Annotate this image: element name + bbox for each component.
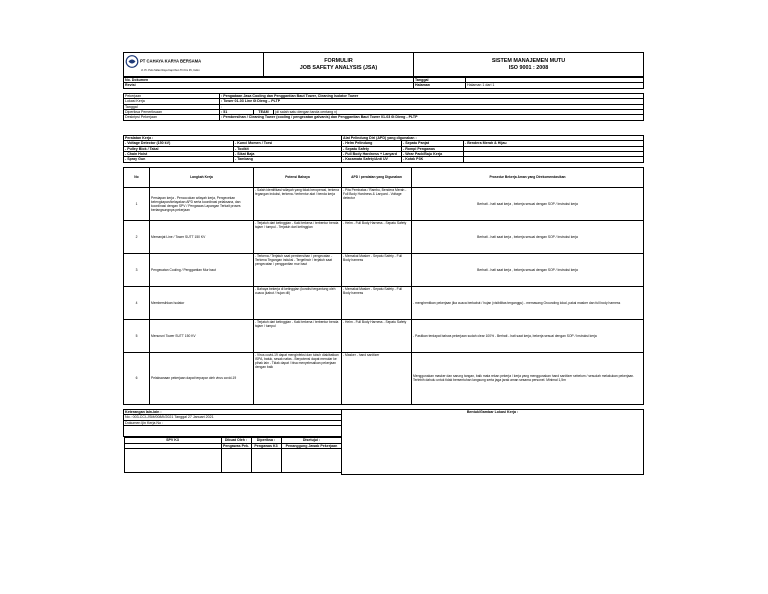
step-langkah: Pengecatan Cooling / Penggantian Mur baut: [150, 253, 254, 286]
col-no-header: No: [124, 167, 150, 187]
step-potensi: - Bahaya bekerja di ketinggian (kondisi tergantung oleh cuaca (kabut / hujan dll): [254, 286, 342, 319]
step-no: 3: [124, 253, 150, 286]
company-block: [124, 53, 264, 77]
step-row: [124, 253, 644, 286]
peralatan-item: - Spray Gun: [124, 157, 234, 162]
company-name: PT CAHAYA KARYA BERSAMA: [140, 58, 202, 64]
notes-table: [123, 409, 644, 476]
signature-box: [281, 448, 342, 472]
step-prosedur: Berhati - hati saat kerja , bekerja sesuai dengan SOP / Instruksi kerja: [412, 187, 644, 220]
peralatan-item: - Tambang: [234, 157, 342, 162]
keterangan-line1: No.: 003-CCI-JSM/008/II/2021 Tanggal 27 Januari 2021: [124, 415, 342, 420]
signature-box: [124, 448, 221, 472]
peralatan-item: - Pulley Blok / Takal: [124, 146, 234, 151]
tanggal-label: Tanggal: [414, 78, 466, 83]
form-title-line1: FORMULIR: [324, 57, 353, 64]
step-no: 6: [124, 352, 150, 404]
steps-table: [123, 167, 644, 405]
halaman-value: Halaman 1 dari 1: [466, 83, 644, 88]
disetujui-label: Disetujui :: [281, 438, 342, 443]
step-langkah: Memanjat Line / Tower SUTT 150 KV: [150, 220, 254, 253]
diperiksa-label: Diperiksa Pemeriksaan: [124, 110, 220, 115]
col-potensi-header: Potensi Bahaya: [254, 167, 342, 187]
signature-box: [221, 448, 251, 472]
deskripsi-label: Deskripsi Pekerjaan: [124, 115, 220, 120]
sketsa-label: Bentuk/Gambar Lokasi Kerja :: [466, 409, 519, 414]
diperiksa-value: : 51: [220, 110, 254, 115]
company-address: Jl. Pr. Pulo Sidan Raya Kapt Ibun Tiri Km 45, Indon: [141, 69, 200, 73]
doc-meta: [123, 77, 644, 89]
form-title-line2: JOB SAFETY ANALYSIS (JSA): [299, 64, 378, 71]
pengawas-pek-label: Pengawas Pek.: [221, 443, 251, 448]
step-row: [124, 220, 644, 253]
pengawas-k3-label: Pengawas K3: [251, 443, 281, 448]
apd-item: - Rompi Pengawas: [402, 146, 464, 151]
no-dokumen-label: No. Dokumen: [124, 78, 414, 83]
apd-item: - Bendera Merah & Hijau: [464, 141, 644, 146]
step-no: 4: [124, 286, 150, 319]
pekerjaan-value: : Pengadaan Jasa Cooling dan Penggantian Baut Tower, Cleaning Isolator Tower: [220, 93, 644, 98]
step-prosedur: - Pastikan terdapat bahwa pekerjaan sudah clear 100% - Berhati - hati saat kerja, bekerja sesuai dengan SOP / Instruksi kerja: [412, 319, 644, 352]
step-potensi: - Terjatuh dari ketinggian - Kaki terkena / terbentur benda tajam / tumpul: [254, 319, 342, 352]
sketsa-area: [342, 409, 644, 475]
apd-item: - Kotak P3K: [402, 157, 464, 162]
dibuat-label: Dibuat Oleh :: [221, 438, 251, 443]
signature-table: [124, 437, 342, 473]
step-no: 1: [124, 187, 150, 220]
step-langkah: Pelaksanaan pekerjaan dapat terpapar oleh virus covid-19: [150, 352, 254, 404]
col-apd-header: APD / peralatan yang Digunakan: [342, 167, 412, 187]
system-title: [414, 53, 644, 77]
system-title-line1: SISTEM MANAJEMEN MUTU: [491, 57, 566, 64]
peralatan-item: - Kunci Momen / Torsi: [234, 141, 342, 146]
peralatan-item: - Toolkit: [234, 146, 342, 151]
signature-block: [124, 437, 342, 473]
step-row: [124, 286, 644, 319]
pekerjaan-label: Pekerjaan: [124, 93, 220, 98]
step-apd: - Memakai Masker - Sepatu Safety - Full Body harness: [342, 253, 412, 286]
step-no: 2: [124, 220, 150, 253]
apd-item: - Full Body Hardness + Lanyard: [342, 152, 402, 157]
step-potensi: - Virus covid-19 dapat menginfeksi dan tubuh diakibatkan ISPA, batuk, sesak nafas - Berpotensi dapat menular ke pihak lain - Tidak dapat / bisa menyelesaikan pekerjaan dengan baik: [254, 352, 342, 404]
jsa-form-sheet: [123, 52, 643, 475]
apd-item: - Wear Pack/Baju Kerja: [402, 152, 464, 157]
step-no: 5: [124, 319, 150, 352]
apd-item: - Sepatu Safety: [342, 146, 402, 151]
step-potensi: - Terjatuh dari ketinggian - Kaki terkena / terbentur benda tajam / tumpul - Terjatuh dari ketinggian: [254, 220, 342, 253]
step-langkah: Menuruni Tower SUTT 150 KV: [150, 319, 254, 352]
step-potensi: - Terkena / Terjatuh saat pembersihan / pengecatan - Terkena Tegangan induksi - Tergelincir / terjatuh saat pengecatan / penggantian mur baut: [254, 253, 342, 286]
step-prosedur: Berhati - hati saat kerja , bekerja sesuai dengan SOP / Instruksi kerja: [412, 220, 644, 253]
tanggal-job-label: Tanggal: [124, 104, 220, 109]
apd-header: Alat Pelindung Diri (APD) yang digunakan :: [342, 135, 644, 140]
step-row: [124, 352, 644, 404]
step-apd: - Masker - hand sanitizer: [342, 352, 412, 404]
step-row: [124, 319, 644, 352]
step-apd: - Helm - Full Body Harness - Sepatu Safety: [342, 220, 412, 253]
spv-label: SPV K3: [124, 438, 221, 443]
system-title-line2: ISO 9001 : 2008: [508, 64, 549, 71]
step-apd: - Memakai Masker - Sepatu Safety - Full Body harness: [342, 286, 412, 319]
step-prosedur: - menghentikan pekerjaan jika cuaca berkabut / hujan (visibilitas terganggu) - memasang Grounding lokal, pakai masker dan full body harness: [412, 286, 644, 319]
apd-item: - Sepatu Panjat: [402, 141, 464, 146]
apd-item: - Kacamata Safety/Anti UV: [342, 157, 402, 162]
step-langkah: Persiapan kerja - Pencocokan wilayah kerja, Pengecekan kelengkapan/kelayakan APD serta koordinasi pelaksana, dan koordinasi dengan SPV / Pengawas Lapangan Terkait proses berlangsungnya pekerjaan: [150, 187, 254, 220]
step-potensi: - Salah identifikasi wilayah yang tidak beroperasi, terkena tegangan induksi, terkena / terbentur alat / benda kerja: [254, 187, 342, 220]
step-row: [124, 187, 644, 220]
diperiksa-sign-label: Diperiksa :: [251, 438, 281, 443]
team-note: (di salah satu dengan tanda centang v): [274, 110, 644, 115]
step-prosedur: Menggunakan masker dan sarung tangan, baik mata rekan pekerja / kerja yang menggunakan hand sanitizer sebelum / sesudah melakukan pekerjaan. Terlebih dahulu untuk tidak bersentuhan langsung serta jaga jarak aman sesama personel. Minimal 1,5m: [412, 352, 644, 404]
lokasi-value: : Tower 01-03 Line 6t Dieng – PLTP: [220, 99, 644, 104]
halaman-label: Halaman: [414, 83, 466, 88]
penanggung-label: Penanggung Jawab Pekerjaan: [281, 443, 342, 448]
peralatan-item: - Sikat Baja: [234, 152, 342, 157]
apd-item: - Helm Pelindung: [342, 141, 402, 146]
peralatan-item: - Voltage Detector (150 kV): [124, 141, 234, 146]
tanggal-job-value: :: [220, 104, 644, 109]
col-langkah-header: Langkah Kerja: [150, 167, 254, 187]
peralatan-header: Peralatan Kerja :: [124, 135, 342, 140]
step-apd: - Helm - Full Body Harness - Sepatu Safety: [342, 319, 412, 352]
signature-box: [251, 448, 281, 472]
form-header: [123, 52, 644, 77]
peralatan-item: - Chain Hoist: [124, 152, 234, 157]
keterangan-label: Keterangan lain-lain :: [124, 409, 342, 414]
company-logo-icon: [125, 55, 139, 68]
form-title: [264, 53, 414, 77]
step-apd: - Pita Pembatas / Rambu, Bendera Merah - Full Body Hardness & Lanyard - Voltage detector: [342, 187, 412, 220]
lokasi-label: Lokasi Kerja: [124, 99, 220, 104]
equipment-table: [123, 135, 644, 163]
revisi-label: Revisi: [124, 83, 414, 88]
team-label: TEAM: [254, 110, 274, 115]
col-prosedur-header: Prosedur Bekerja Aman yang Direkomendasikan: [412, 167, 644, 187]
keterangan-line2: Dokumen Ijin Kerja No :: [124, 420, 342, 425]
deskripsi-value: : Pembersihan / Cleaning Tower (cooling / pengecatan galvanis) dan Penggantian Baut Tower 01-03 6t Dieng - PLTP: [220, 115, 644, 120]
job-info: [123, 93, 644, 121]
step-prosedur: Berhati - hati saat kerja , bekerja sesuai dengan SOP / Instruksi kerja: [412, 253, 644, 286]
step-langkah: Membersihkan Isolator: [150, 286, 254, 319]
